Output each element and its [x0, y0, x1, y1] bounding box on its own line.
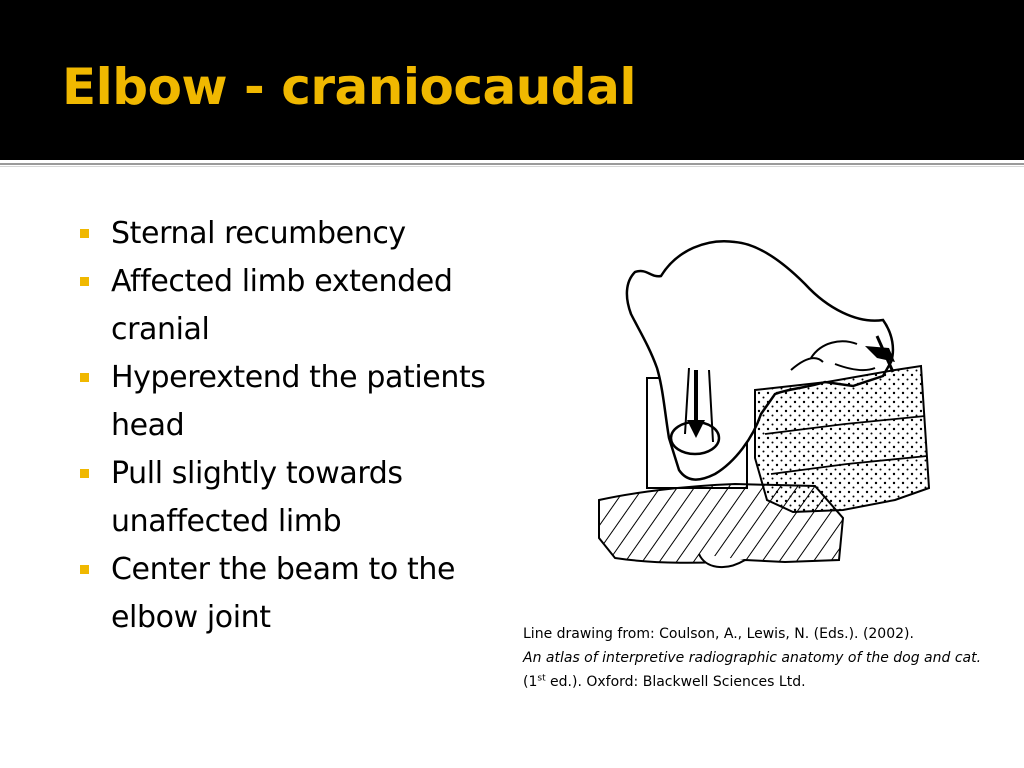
caption-book-title: An atlas of interpretive radiographic anatomy of the dog and cat.: [523, 650, 982, 666]
square-bullet-icon: [80, 229, 89, 238]
bullet-text: Affected limb extended cranial: [111, 264, 453, 347]
caption-edition-rest: ed.). Oxford: Blackwell Sciences Ltd.: [545, 674, 806, 690]
square-bullet-icon: [80, 277, 89, 286]
bullet-text: Pull slightly towards unaffected limb: [111, 456, 403, 539]
bullet-text: Sternal recumbency: [111, 216, 406, 251]
caption-edition-sup: st: [537, 673, 546, 684]
bullet-list: [80, 210, 520, 642]
caption-reference: [523, 646, 993, 694]
bullet-text: Center the beam to the elbow joint: [111, 552, 456, 635]
figure-caption: [523, 622, 993, 694]
bullet-item: [80, 546, 520, 642]
caption-source: Line drawing from: Coulson, A., Lewis, N. (Eds.). (2002).: [523, 626, 914, 642]
square-bullet-icon: [80, 469, 89, 478]
bullet-item: [80, 258, 520, 354]
bullet-item: [80, 354, 520, 450]
title-bar: [0, 0, 1024, 160]
slide-title: Elbow - craniocaudal: [62, 58, 636, 116]
square-bullet-icon: [80, 373, 89, 382]
positioning-line-drawing: [595, 238, 935, 578]
table-strap-shape: [599, 484, 843, 563]
header-divider: [0, 163, 1024, 165]
bullet-text: Hyperextend the patients head: [111, 360, 486, 443]
bullet-item: [80, 450, 520, 546]
bullet-item: [80, 210, 520, 258]
header-divider-light: [0, 166, 1024, 167]
caption-edition-open: (1: [523, 674, 538, 690]
square-bullet-icon: [80, 565, 89, 574]
